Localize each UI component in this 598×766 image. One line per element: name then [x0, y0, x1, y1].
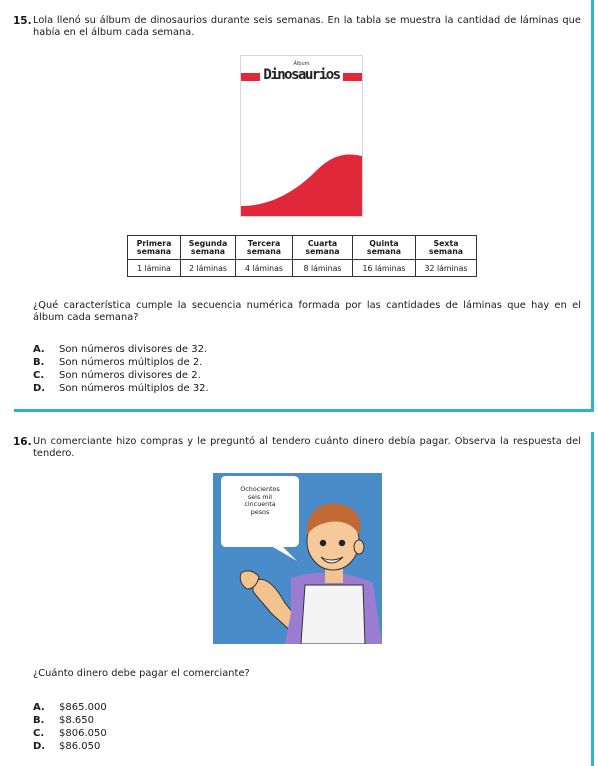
option-letter: B. [33, 715, 45, 726]
table-row [128, 260, 477, 277]
table-header-row [128, 236, 477, 260]
header-cell: Segunda semana [181, 236, 236, 260]
option-text: Son números divisores de 32. [59, 344, 208, 355]
option-letter: D. [33, 383, 46, 394]
header-cell: Cuarta semana [293, 236, 353, 260]
speech-bubble-text [225, 486, 295, 516]
option-letter: A. [33, 702, 45, 713]
weeks-table [127, 235, 477, 277]
question-16-prompt: ¿Cuánto dinero debe pagar el comerciante? [33, 668, 250, 679]
option-text: $865.000 [59, 702, 107, 713]
table-cell: 16 láminas [353, 260, 416, 277]
album-small-label: Álbum [293, 61, 310, 67]
option-c[interactable] [33, 728, 107, 740]
table-cell: 8 láminas [293, 260, 353, 277]
table-cell: 4 láminas [236, 260, 293, 277]
question-15-statement: Lola llenó su álbum de dinosaurios durante seis semanas. En la tabla se muestra la cantidad de láminas que había en el álbum cada semana. [33, 15, 581, 38]
option-d[interactable] [33, 383, 209, 395]
option-letter: D. [33, 741, 46, 752]
option-b[interactable] [33, 715, 94, 727]
right-border-q15 [591, 0, 594, 412]
album-title: Dinosaurios [263, 67, 340, 83]
question-15-prompt: ¿Qué característica cumple la secuencia numérica formada por las cantidades de láminas que hay en el álbum cada semana? [33, 300, 581, 323]
option-text: $806.050 [59, 728, 107, 739]
option-letter: C. [33, 728, 45, 739]
option-text: $86.050 [59, 741, 101, 752]
right-border-q16 [591, 432, 594, 766]
option-letter: B. [33, 357, 45, 368]
option-a[interactable] [33, 344, 207, 356]
option-letter: C. [33, 370, 45, 381]
album-red-wave [241, 56, 362, 216]
option-text: Son números múltiplos de 32. [59, 383, 209, 394]
table-cell: 32 láminas [416, 260, 477, 277]
option-text: Son números múltiplos de 2. [59, 357, 203, 368]
option-text: $8.650 [59, 715, 94, 726]
question-16-statement: Un comerciante hizo compras y le preguntó al tendero cuánto dinero debía pagar. Observa la respuesta del tendero. [33, 436, 581, 459]
question-number-16: 16. [13, 436, 32, 448]
table-cell: 2 láminas [181, 260, 236, 277]
album-illustration [240, 55, 363, 217]
header-cell: Quinta semana [353, 236, 416, 260]
shopkeeper-illustration [213, 473, 382, 644]
option-b[interactable] [33, 357, 202, 369]
option-text: Son números divisores de 2. [59, 370, 201, 381]
speech-line: Ochocientos [240, 485, 280, 493]
speech-line: pesos [250, 507, 270, 516]
option-a[interactable] [33, 702, 107, 714]
speech-line: cincuenta [244, 500, 276, 509]
header-cell: Sexta semana [416, 236, 477, 260]
header-cell: Primera semana [128, 236, 181, 260]
speech-line: seis mil [247, 492, 273, 501]
option-letter: A. [33, 344, 45, 355]
header-cell: Tercera semana [236, 236, 293, 260]
option-d[interactable] [33, 741, 100, 753]
option-c[interactable] [33, 370, 201, 382]
divider [14, 409, 594, 412]
table-cell: 1 lámina [128, 260, 181, 277]
question-number-15: 15. [13, 15, 32, 27]
